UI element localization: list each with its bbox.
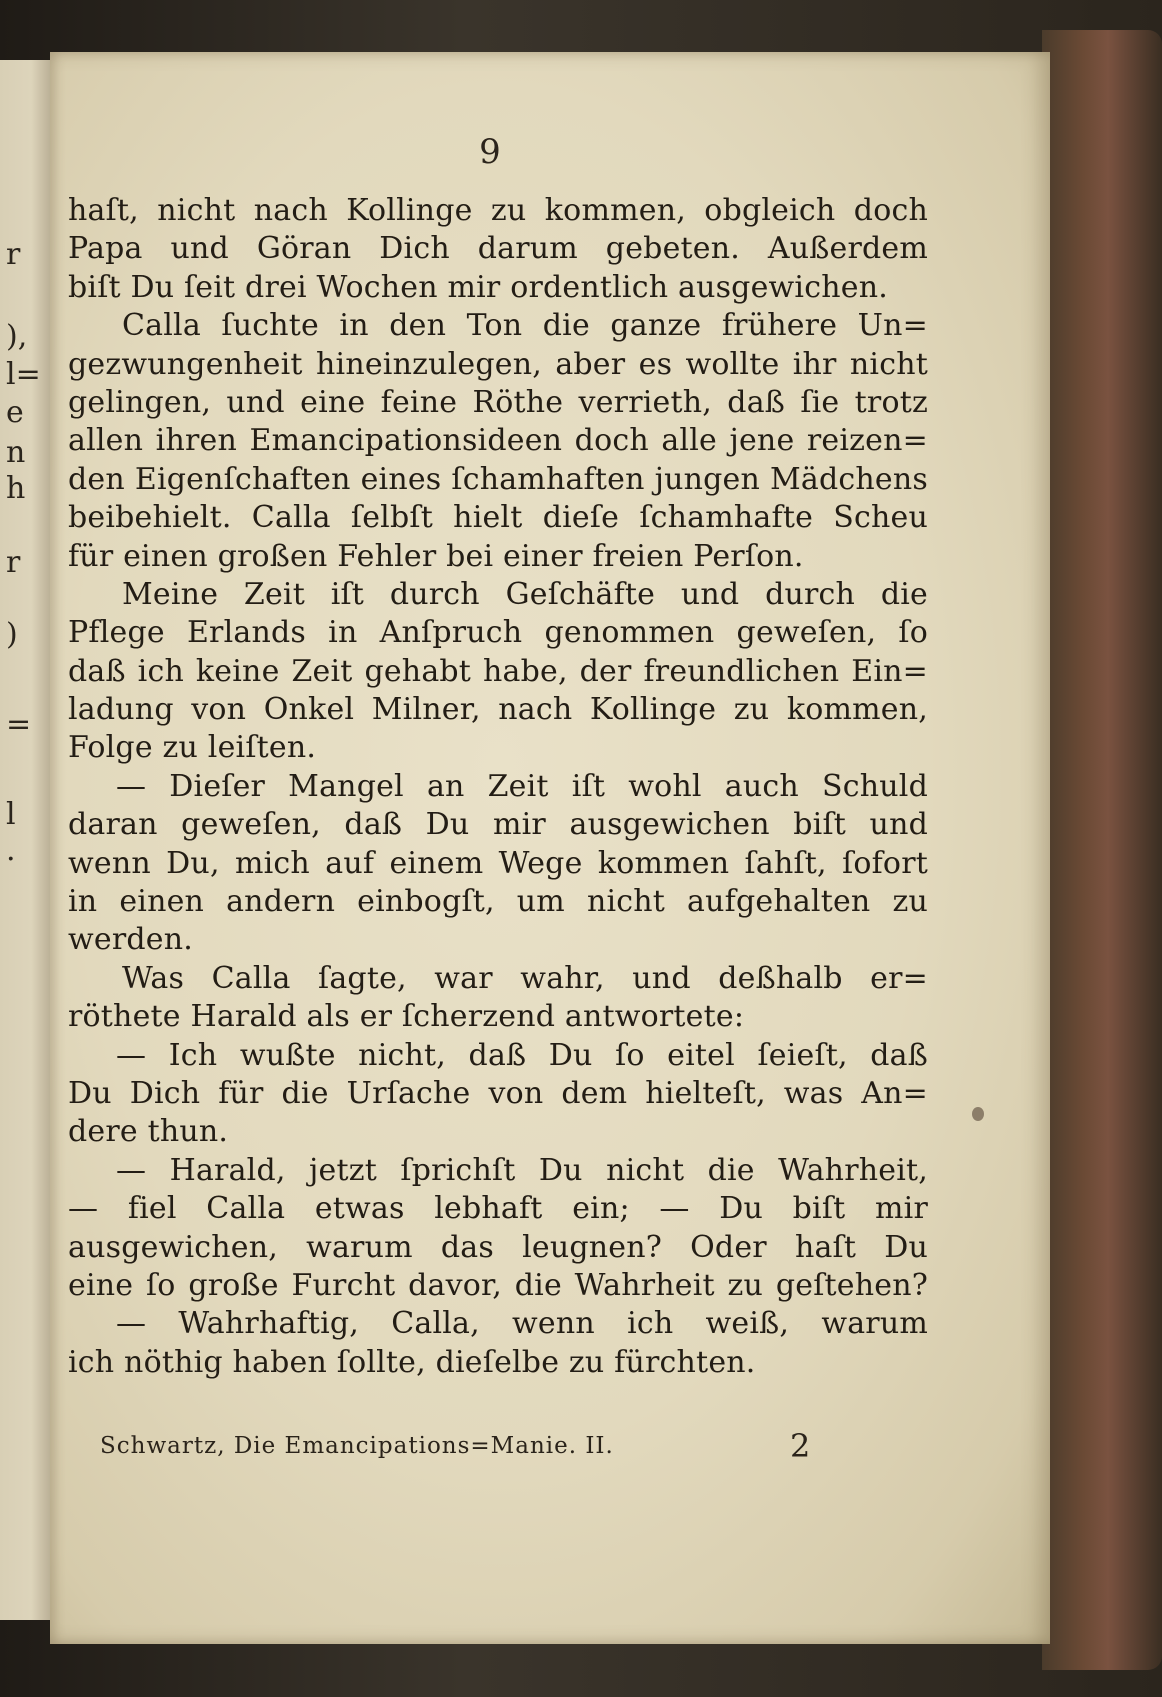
left-page-fragment: r [6,545,21,580]
text-line: in einen andern einbogſt, um nicht aufgehalten zu [68,884,928,920]
text-line: daran geweſen, daß Du mir ausgewichen biſt und [68,807,928,843]
book-spine [1042,30,1162,1670]
text-line: den Eigenſchaften eines ſchamhaften jungen Mädchens [68,461,928,497]
text-line: gelingen, und eine feine Röthe verrieth, daß ſie trotz [68,384,928,420]
text-line: — Ich wußte nicht, daß Du ſo eitel ſeieſt, daß [116,1037,928,1073]
text-line: gezwungenheit hineinzulegen, aber es wollte ihr nicht [68,346,928,382]
ink-spot [972,1107,984,1121]
text-line: ausgewichen, warum das leugnen? Oder haſt Du [68,1229,928,1265]
text-line: — Wahrhaftig, Calla, wenn ich weiß, warum [116,1306,928,1342]
book-page [50,52,1050,1644]
sheet-mark: 2 [790,1427,811,1465]
left-page-fragment: r [6,237,21,272]
page-footer [100,1427,820,1471]
left-page-fragment: ) [6,617,18,652]
text-line: daß ich keine Zeit gehabt habe, der freundlichen Ein= [68,653,928,689]
left-page-fragment: n [6,435,26,470]
text-line: Papa und Göran Dich darum gebeten. Außerdem [68,231,928,267]
text-line: werden. [68,922,193,958]
text-line: Pflege Erlands in Anſpruch genommen geweſen, ſo [68,615,928,651]
text-line: haſt, nicht nach Kollinge zu kommen, obgleich doch [68,193,928,228]
text-line: eine ſo große Furcht davor, die Wahrheit zu geſtehen? [68,1267,928,1303]
left-page-fragment: e [6,395,24,430]
body-text [68,192,928,1382]
footer-signature: Schwartz, Die Emancipations=Manie. II. [100,1433,614,1459]
text-line: biſt Du ſeit drei Wochen mir ordentlich ausgewichen. [68,269,888,305]
text-line: ladung von Onkel Milner, nach Kollinge zu kommen, [68,692,928,728]
text-line: beibehielt. Calla ſelbſt hielt dieſe ſchamhafte Scheu [68,500,928,536]
text-line: dere thun. [68,1114,229,1150]
left-page-fragment: h [6,471,26,506]
text-line: röthete Harald als er ſcherzend antwortete: [68,999,745,1035]
text-line: Folge zu leiſten. [68,730,317,766]
left-page-edge [0,60,54,1620]
text-line: — fiel Calla etwas lebhaft ein; — Du biſt mir [68,1191,928,1227]
text-line: — Dieſer Mangel an Zeit iſt wohl auch Schuld [116,768,928,804]
text-line: — Harald, jetzt ſprichſt Du nicht die Wahrheit, [116,1152,928,1188]
text-line: Was Calla ſagte, war wahr, und deßhalb er= [122,960,928,996]
left-page-fragment: = [6,707,32,742]
page-number: 9 [479,132,501,172]
text-line: ich nöthig haben ſollte, dieſelbe zu fürchten. [68,1344,756,1380]
text-line: wenn Du, mich auf einem Wege kommen ſahſt, ſofort [68,845,928,881]
left-page-fragment: l= [6,357,41,392]
left-page-fragment: . [6,833,16,868]
text-line: Du Dich für die Urſache von dem hielteſt, was An= [68,1075,928,1111]
text-line: allen ihren Emancipationsideen doch alle jene reizen= [68,423,928,459]
left-page-fragment: l [6,797,16,832]
left-page-fragment: ), [6,319,28,354]
text-line: Calla ſuchte in den Ton die ganze frühere Un= [122,308,928,344]
text-line: Meine Zeit iſt durch Geſchäfte und durch die [122,576,928,612]
text-line: für einen großen Fehler bei einer freien Perſon. [68,538,804,574]
